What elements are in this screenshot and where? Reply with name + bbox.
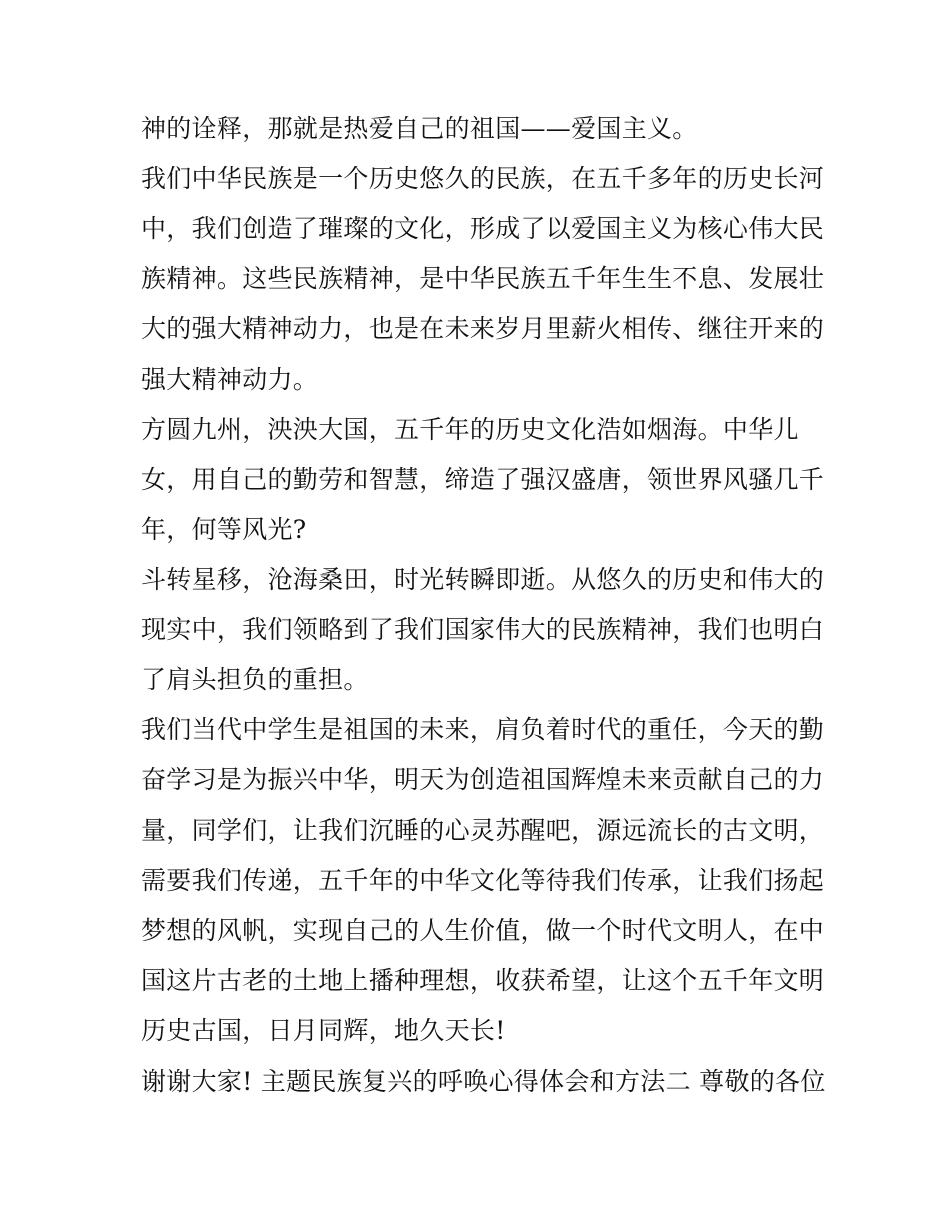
text-line: 大的强大精神动力，也是在未来岁月里薪火相传、继往开来的 [141,314,825,343]
text-line: 年，何等风光? [141,515,307,544]
text-line: 方圆九州，泱泱大国，五千年的历史文化浩如烟海。中华儿 [141,415,799,444]
text-line: 谢谢大家! 主题民族复兴的呼唤心得体会和方法二 尊敬的各位 [141,1067,826,1096]
text-line: 历史古国，日月同辉，地久天长! [141,1016,506,1045]
text-line: 需要我们传递，五千年的中华文化等待我们传承，让我们扬起 [141,866,825,895]
text-line: 奋学习是为振兴中华，明天为创造祖国辉煌未来贡献自己的力 [141,765,825,794]
text-line: 我们当代中学生是祖国的未来，肩负着时代的重任，今天的勤 [141,715,825,744]
text-line: 现实中，我们领略到了我们国家伟大的民族精神，我们也明白 [141,615,825,644]
text-line: 国这片古老的土地上播种理想，收获希望，让这个五千年文明 [141,966,825,995]
text-line: 神的诠释，那就是热爱自己的祖国——爱国主义。 [141,114,698,143]
text-line: 斗转星移，沧海桑田，时光转瞬即逝。从悠久的历史和伟大的 [141,565,825,594]
text-line: 族精神。这些民族精神，是中华民族五千年生生不息、发展壮 [141,264,825,293]
text-line: 女，用自己的勤劳和智慧，缔造了强汉盛唐，领世界风骚几千 [141,465,825,494]
text-line: 强大精神动力。 [141,365,319,394]
text-line: 梦想的风帆，实现自己的人生价值，做一个时代文明人，在中 [141,916,825,945]
text-line: 中，我们创造了璀璨的文化，形成了以爱国主义为核心伟大民 [141,214,825,243]
text-line: 量，同学们，让我们沉睡的心灵苏醒吧，源远流长的古文明， [141,816,825,845]
text-line: 我们中华民族是一个历史悠久的民族，在五千多年的历史长河 [141,164,825,193]
text-line: 了肩头担负的重担。 [141,665,369,694]
